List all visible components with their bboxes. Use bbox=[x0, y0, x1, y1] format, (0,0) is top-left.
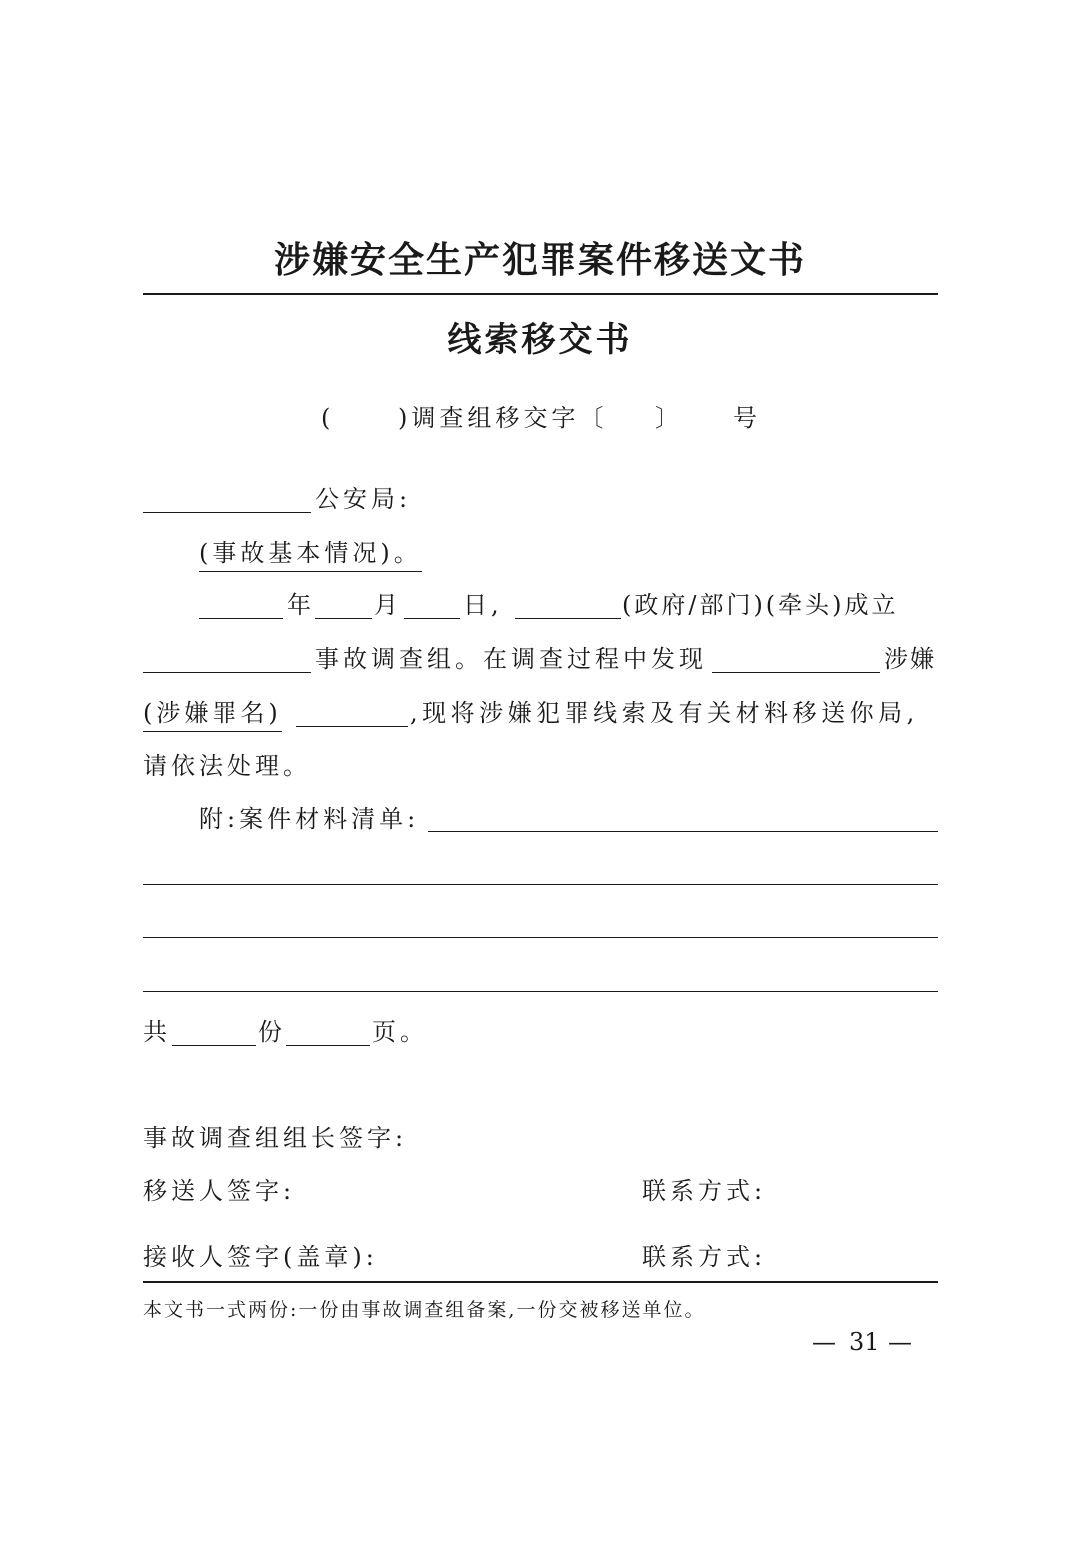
handle-text: 请依法处理。 bbox=[143, 752, 311, 780]
copies-ye: 页。 bbox=[372, 1018, 428, 1046]
gov-lead-established: (政府/部门)(牵头)成立 bbox=[622, 591, 899, 619]
suspect-label: 涉嫌 bbox=[884, 645, 936, 673]
pages-blank[interactable] bbox=[286, 1045, 370, 1046]
page-dash-right: — bbox=[888, 1328, 912, 1356]
number-close-bracket: 〕 bbox=[655, 404, 683, 432]
receiver-signature-label: 接收人签字(盖章): bbox=[143, 1243, 378, 1271]
addressee-blank[interactable] bbox=[143, 512, 311, 513]
main-title: 涉嫌安全生产犯罪案件移送文书 bbox=[273, 239, 806, 281]
sender-contact-label: 联系方式: bbox=[642, 1177, 767, 1205]
copies-fen: 份 bbox=[258, 1018, 286, 1046]
day-blank[interactable] bbox=[404, 618, 460, 619]
copies-gong: 共 bbox=[143, 1018, 171, 1046]
number-open-paren: ( bbox=[321, 404, 335, 432]
attachment-label: 附:案件材料清单: bbox=[199, 805, 420, 833]
leader-signature-label: 事故调查组组长签字: bbox=[143, 1124, 408, 1152]
attachment-blank-1[interactable] bbox=[428, 831, 938, 832]
page-number: 31 bbox=[849, 1328, 880, 1356]
transfer-text: ,现将涉嫌犯罪线索及有关材料移送你局, bbox=[410, 699, 919, 727]
receiver-contact-label: 联系方式: bbox=[642, 1243, 767, 1271]
year-label: 年 bbox=[287, 591, 315, 619]
day-label: 日, bbox=[463, 591, 503, 619]
team-found-text: 事故调查组。在调查过程中发现 bbox=[315, 645, 707, 673]
crime-name: (涉嫌罪名) bbox=[143, 697, 282, 732]
year-blank[interactable] bbox=[199, 618, 283, 619]
suspect-blank[interactable] bbox=[712, 672, 880, 673]
title-divider bbox=[143, 293, 938, 295]
attachment-blank-3[interactable] bbox=[143, 937, 938, 938]
attachment-blank-4[interactable] bbox=[143, 991, 938, 992]
accident-info: (事故基本情况)。 bbox=[199, 537, 422, 572]
attachment-blank-2[interactable] bbox=[143, 884, 938, 885]
team-name-blank[interactable] bbox=[143, 672, 311, 673]
page-dash-left: — bbox=[812, 1328, 836, 1356]
copies-blank[interactable] bbox=[172, 1045, 256, 1046]
sender-signature-label: 移送人签字: bbox=[143, 1177, 296, 1205]
month-label: 月 bbox=[374, 591, 402, 619]
subtitle: 线索移交书 bbox=[447, 320, 633, 360]
crime-name-blank[interactable] bbox=[296, 726, 408, 727]
month-blank[interactable] bbox=[315, 618, 372, 619]
number-line-text: )调查组移交字〔 bbox=[398, 404, 608, 432]
addressee-suffix: 公安局: bbox=[315, 485, 412, 513]
government-blank[interactable] bbox=[515, 618, 621, 619]
number-hao: 号 bbox=[733, 404, 761, 432]
footnote: 本文书一式两份:一份由事故调查组备案,一份交被移送单位。 bbox=[143, 1299, 706, 1321]
footer-divider bbox=[143, 1281, 938, 1283]
